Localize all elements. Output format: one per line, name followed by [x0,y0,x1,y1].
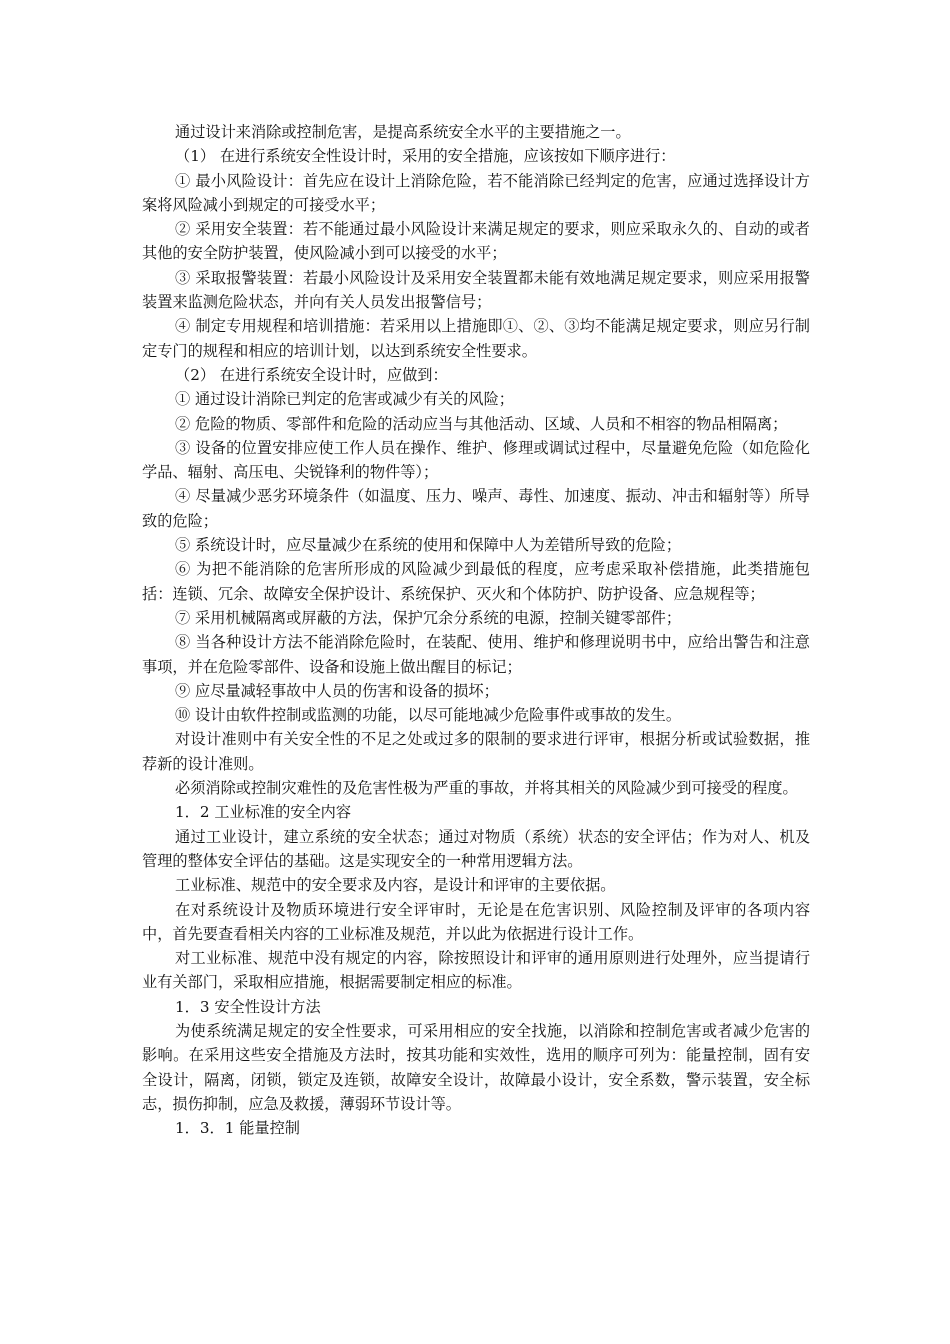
paragraph: 对工业标准、规范中没有规定的内容，除按照设计和评审的通用原则进行处理外，应当提请行业有关部门，采取相应措施，根据需要制定相应的标准。 [142,949,810,992]
paragraph: 工业标准、规范中的安全要求及内容，是设计和评审的主要依据。 [175,876,616,895]
paragraph: 为使系统满足规定的安全性要求，可采用相应的安全找施，以消除和控制危害或者减少危害的影响。在采用这些安全措施及方法时，按其功能和实效性，选用的顺序可列为：能量控制，固有安全设计，隔离，闭锁，锁定及连锁，故障安全设计，故障最小设计，安全系数，警示装置，安全标志，损伤抑制，应急及救援，薄弱环节设计等。 [142,1021,810,1113]
paragraph: 对设计准则中有关安全性的不足之处或过多的限制的要求进行评审，根据分析或试验数据，推荐新的设计准则。 [142,730,810,773]
paragraph: ⑦ 采用机械隔离或屏蔽的方法，保护冗余分系统的电源，控制关键零部件； [175,608,682,627]
subsection-heading: 1．3．1 能量控制 [175,1119,300,1138]
section-heading: 1．3 安全性设计方法 [175,997,321,1016]
paragraph: ② 危险的物质、零部件和危险的活动应当与其他活动、区域、人员和不相容的物品相隔离； [175,414,788,433]
paragraph: ③ 设备的位置安排应使工作人员在操作、维护、修理或调试过程中，尽量避免危险（如危险化学品、辐射、高压电、尖锐锋利的物件等）； [142,438,810,482]
paragraph: ⑨ 应尽量减轻事故中人员的伤害和设备的损坏； [175,681,499,700]
paragraph: ③ 采取报警装置：若最小风险设计及采用安全装置都未能有效地满足规定要求，则应采用报警装置来监测危险状态，并向有关人员发出报警信号； [142,268,810,312]
paragraph: 必须消除或控制灾难性的及危害性极为严重的事故，并将其相关的风险减少到可接受的程度。 [175,779,798,798]
paragraph: ⑧ 当各种设计方法不能消除危险时，在装配、使用、维护和修理说明书中，应给出警告和注意事项，并在危险零部件、设备和设施上做出醒目的标记； [142,633,810,676]
paragraph: （2） 在进行系统安全设计时，应做到： [175,365,448,384]
paragraph: ② 采用安全装置：若不能通过最小风险设计来满足规定的要求，则应采取永久的、自动的或者其他的安全防护装置，使风险减小到可以接受的水平； [142,220,810,263]
paragraph: （1） 在进行系统安全性设计时，采用的安全措施，应该按如下顺序进行： [175,147,676,166]
paragraph: 在对系统设计及物质环境进行安全评审时，无论是在危害识别、风险控制及评审的各项内容中，首先要查看相关内容的工业标准及规范，并以此为依据进行设计工作。 [142,900,810,943]
document-body [142,120,810,1140]
paragraph: ④ 尽量减少恶劣环境条件（如温度、压力、噪声、毒性、加速度、振动、冲击和辐射等）所导致的危险； [142,487,810,530]
paragraph: ⑥ 为把不能消除的危害所形成的风险减少到最低的程度，应考虑采取补偿措施，此类措施包括：连锁、冗余、故障安全保护设计、系统保护、灭火和个体防护、防护设备、应急规程等； [142,560,810,603]
paragraph: ① 通过设计消除已判定的危害或减少有关的风险； [175,390,514,409]
paragraph: 通过设计来消除或控制危害，是提高系统安全水平的主要措施之一。 [175,123,631,141]
paragraph: 通过工业设计，建立系统的安全状态；通过对物质（系统）状态的安全评估；作为对人、机及管理的整体安全评估的基础。这是实现安全的一种常用逻辑方法。 [142,827,810,870]
section-heading: 1．2 工业标准的安全内容 [175,803,352,822]
paragraph: ① 最小风险设计：首先应在设计上消除危险，若不能消除已经判定的危害，应通过选择设计方案将风险减小到规定的可接受水平； [142,171,810,214]
paragraph: ④ 制定专用规程和培训措施：若采用以上措施即①、②、③均不能满足规定要求，则应另行制定专门的规程和相应的培训计划，以达到系统安全性要求。 [142,317,810,360]
paragraph: ⑩ 设计由软件控制或监测的功能，以尽可能地减少危险事件或事故的发生。 [175,706,682,725]
paragraph: ⑤ 系统设计时，应尽量减少在系统的使用和保障中人为差错所导致的危险； [175,536,682,555]
